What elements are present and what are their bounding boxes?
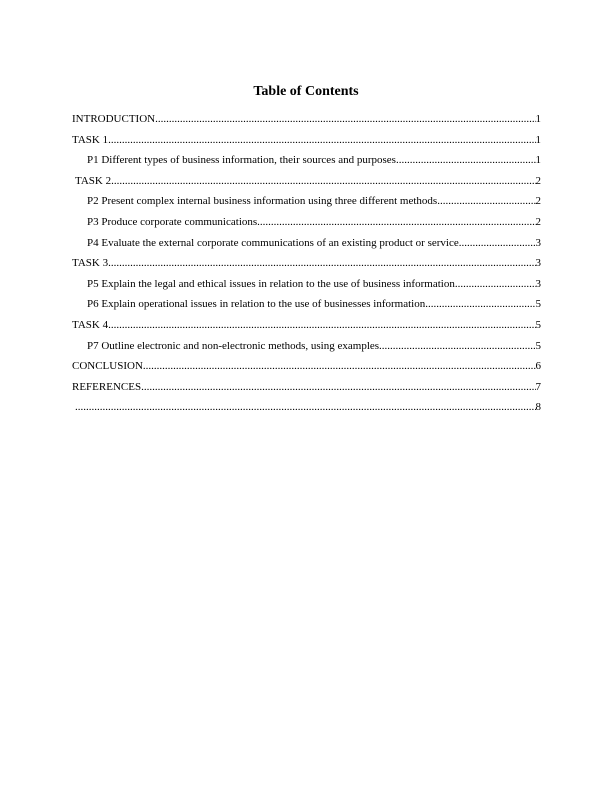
toc-entry-text: P6 Explain operational issues in relation to the use of businesses information [87, 298, 426, 311]
toc-dot-leader [108, 256, 535, 271]
toc-dot-leader [257, 215, 535, 230]
toc-entry-text: REFERENCES [72, 380, 142, 393]
toc-entry-text: P5 Explain the legal and ethical issues in relation to the use of business information [87, 277, 455, 290]
toc-page-number: 3 [535, 277, 541, 290]
toc-entry-text: CONCLUSION [72, 360, 143, 373]
toc-entry-untitled[interactable] [72, 400, 541, 421]
toc-page-number: 5 [535, 298, 541, 311]
toc-dot-leader [141, 380, 535, 395]
toc-dot-leader [437, 194, 535, 209]
toc-entry-p4[interactable] [72, 236, 541, 257]
table-of-contents [72, 112, 541, 421]
toc-dot-leader [108, 133, 535, 148]
toc-dot-leader [75, 400, 536, 415]
toc-entry-references[interactable] [72, 380, 541, 401]
toc-page-number: 5 [535, 339, 541, 352]
toc-entry-task-2[interactable] [72, 174, 541, 195]
toc-dot-leader [425, 297, 535, 312]
toc-page-number: 8 [535, 401, 541, 414]
toc-page-number: 1 [535, 154, 541, 167]
toc-dot-leader [459, 236, 536, 251]
toc-entry-p1[interactable] [72, 153, 541, 174]
toc-entry-text: P4 Evaluate the external corporate communications of an existing product or service [87, 236, 459, 249]
toc-entry-conclusion[interactable] [72, 359, 541, 380]
toc-dot-leader [396, 153, 536, 168]
toc-entry-p6[interactable] [72, 297, 541, 318]
toc-entry-task-1[interactable] [72, 133, 541, 154]
toc-entry-p3[interactable] [72, 215, 541, 236]
toc-page-number: 3 [535, 236, 541, 249]
toc-entry-text: TASK 1 [72, 133, 109, 146]
toc-dot-leader [143, 359, 536, 374]
toc-page-number: 1 [535, 113, 541, 125]
toc-page-number: 2 [535, 195, 541, 208]
toc-entry-text: P1 Different types of business information, their sources and purposes [87, 154, 396, 167]
toc-dot-leader [455, 277, 536, 292]
toc-entry-p7[interactable] [72, 339, 541, 360]
toc-entry-text: P2 Present complex internal business information using three different methods [87, 195, 438, 208]
toc-title: Table of Contents [253, 84, 359, 99]
toc-page-number: 2 [535, 174, 541, 187]
toc-dot-leader [108, 318, 535, 333]
toc-page-number: 5 [535, 318, 541, 331]
toc-page-number: 3 [535, 257, 541, 270]
toc-entry-text: TASK 3 [72, 257, 109, 270]
toc-entry-text: INTRODUCTION [72, 113, 156, 125]
toc-dot-leader [379, 339, 535, 354]
toc-page-number: 6 [535, 360, 541, 373]
toc-entry-text: P7 Outline electronic and non-electronic methods, using examples [87, 339, 380, 352]
toc-page-number: 2 [535, 215, 541, 228]
toc-entry-text: TASK 2 [75, 174, 112, 187]
toc-entry-task-3[interactable] [72, 256, 541, 277]
toc-page-number: 1 [535, 133, 541, 146]
toc-entry-task-4[interactable] [72, 318, 541, 339]
toc-entry-p5[interactable] [72, 277, 541, 298]
toc-page-number: 7 [535, 380, 541, 393]
toc-entry-text: P3 Produce corporate communications [87, 215, 258, 228]
toc-entry-p2[interactable] [72, 194, 541, 215]
toc-entry-introduction[interactable] [72, 112, 541, 133]
toc-dot-leader [111, 174, 535, 189]
toc-dot-leader [155, 112, 535, 127]
toc-entry-text: TASK 4 [72, 318, 109, 331]
